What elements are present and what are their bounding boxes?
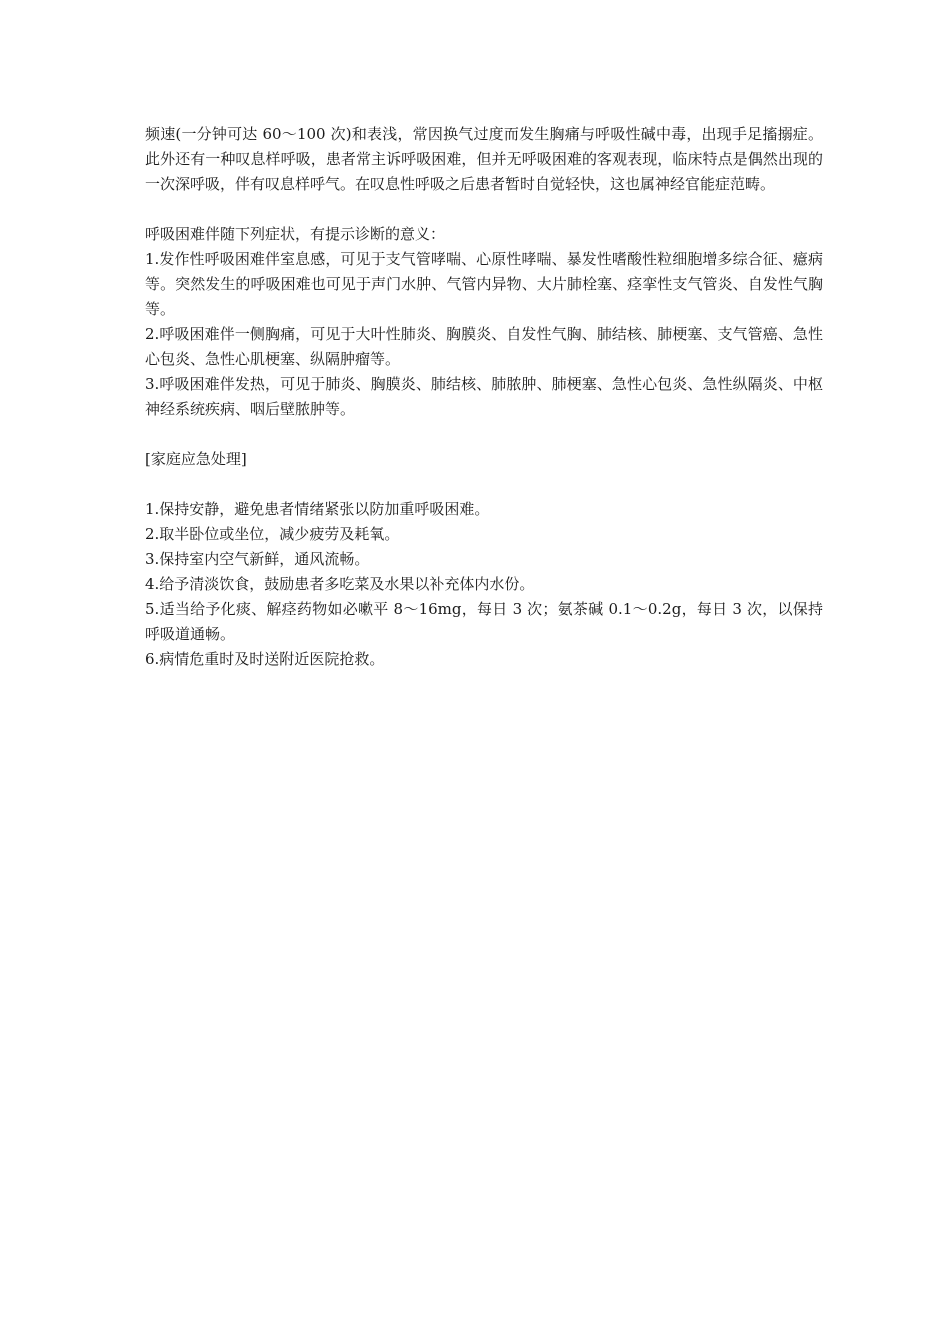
paragraph-spacer — [145, 197, 823, 222]
symptom-item-1: 1.发作性呼吸困难伴室息感，可见于支气管哮喘、心原性哮喘、暴发性嗜酸性粒细胞增多综合征、癔病等。突然发生的呼吸困难也可见于声门水肿、气管内异物、大片肺栓塞、痉挛性支气管炎、自发性气胸等。 — [145, 250, 823, 318]
symptoms-heading: 呼吸困难伴随下列症状，有提示诊断的意义： — [145, 225, 446, 243]
home-care-item-2: 2.取半卧位或坐位，减少疲劳及耗氧。 — [145, 525, 400, 543]
document-page — [145, 122, 823, 672]
symptom-item-3: 3.呼吸困难伴发热，可见于肺炎、胸膜炎、肺结核、肺脓肿、肺梗塞、急性心包炎、急性纵隔炎、中枢神经系统疾病、咽后壁脓肿等。 — [145, 375, 823, 418]
home-care-item-6: 6.病情危重时及时送附近医院抢救。 — [145, 650, 385, 668]
home-care-heading: [家庭应急处理] — [145, 450, 247, 468]
home-care-item-3: 3.保持室内空气新鲜，通风流畅。 — [145, 550, 370, 568]
home-care-item-4: 4.给予清淡饮食，鼓励患者多吃菜及水果以补充体内水份。 — [145, 575, 535, 593]
paragraph-spacer — [145, 422, 823, 447]
intro-paragraph: 频速(一分钟可达 60～100 次)和表浅，常因换气过度而发生胸痛与呼吸性碱中毒，出现手足搐搦症。此外还有一种叹息样呼吸，患者常主诉呼吸困难，但并无呼吸困难的客观表现，临床特点是偶然出现的一次深呼吸，伴有叹息样呼气。在叹息性呼吸之后患者暂时自觉轻快，这也属神经官能症范畴。 — [145, 125, 823, 193]
symptom-item-2: 2.呼吸困难伴一侧胸痛，可见于大叶性肺炎、胸膜炎、自发性气胸、肺结核、肺梗塞、支气管癌、急性心包炎、急性心肌梗塞、纵隔肿瘤等。 — [145, 325, 823, 368]
home-care-item-1: 1.保持安静，避免患者情绪紧张以防加重呼吸困难。 — [145, 500, 490, 518]
paragraph-spacer — [145, 472, 823, 497]
home-care-item-5: 5.适当给予化痰、解痉药物如必嗽平 8～16mg，每日 3 次；氨茶碱 0.1～0.2g，每日 3 次，以保持呼吸道通畅。 — [145, 600, 823, 643]
